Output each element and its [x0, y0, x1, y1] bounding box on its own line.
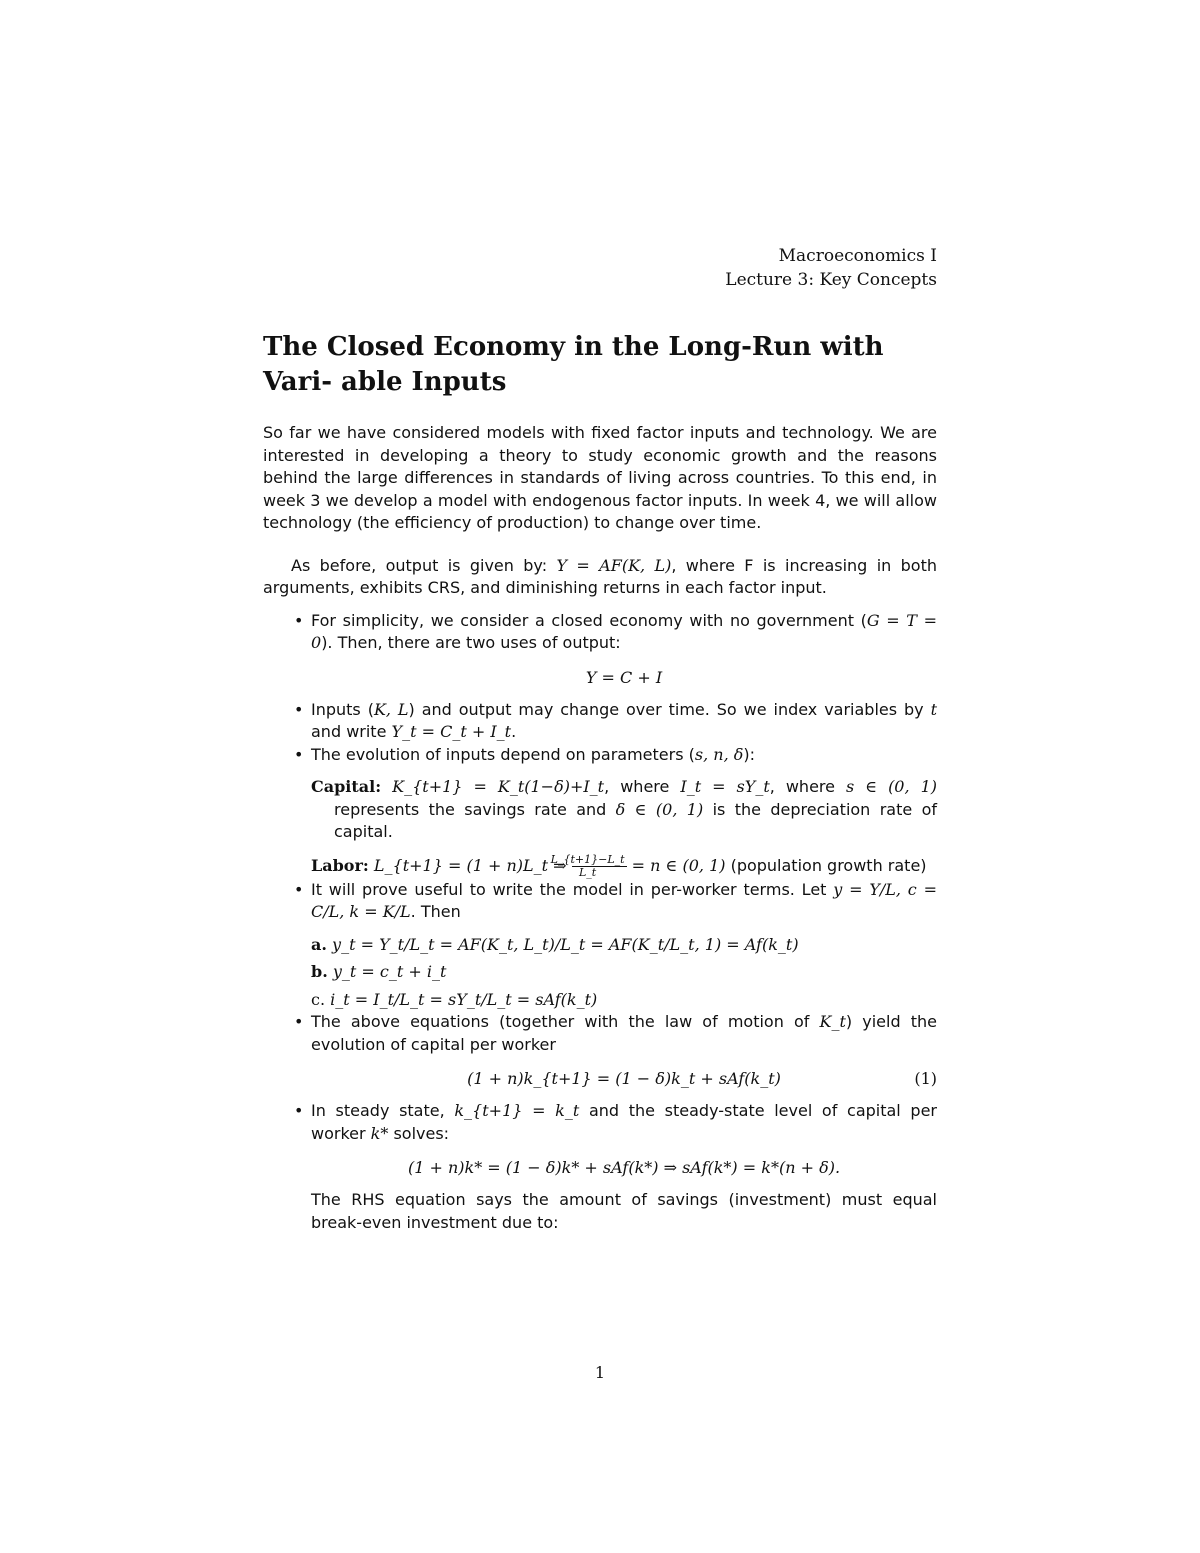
b6-math2: k*: [370, 1123, 389, 1143]
item-a-label: a.: [311, 934, 327, 954]
capital-math1: K_{t+1} = K_t(1−δ)+I_t: [392, 777, 605, 796]
course-header: [263, 244, 937, 292]
b6-math1: k_{t+1} = k_t: [454, 1101, 580, 1120]
closing-paragraph: The RHS equation says the amount of savings (investment) must equal break-even investment due to:: [311, 1190, 937, 1232]
page-title: The Closed Economy in the Long-Run with Vari- able Inputs: [263, 332, 884, 397]
b4-text1: It will prove useful to write the model in per-worker terms. Let: [311, 879, 834, 899]
b3-math: s, n, δ: [694, 744, 744, 764]
capital-text2: , where: [769, 777, 846, 796]
production-text-before: As before, output is given by:: [291, 555, 557, 575]
bullet-icon: •: [294, 610, 304, 630]
labor-frac-den: L_t: [579, 865, 597, 879]
capital-label: Capital:: [311, 777, 382, 796]
labor-frac-num: L_{t+1}−L_t: [550, 852, 625, 866]
b1-text1: For simplicity, we consider a closed economy with no government (: [311, 610, 867, 630]
labor-label: Labor:: [311, 855, 369, 875]
item-b: [311, 961, 937, 984]
bullet-list: [263, 610, 937, 1235]
capital-math4: δ ∈ (0, 1): [615, 799, 704, 819]
labor-math1: L_{t+1} = (1 + n)L_t ⇒: [373, 855, 567, 875]
b1-math: G = T = 0: [311, 610, 937, 652]
item-c-label: c.: [311, 989, 326, 1009]
labor-math2: = n ∈ (0, 1): [631, 855, 726, 875]
bullet-evolution: [263, 744, 937, 879]
bullet-time-index: • Inputs (K, L) and output may change over time. So we index variables by t and write Y_t = C_t + I_t.: [294, 699, 938, 741]
b3-text2: ):: [743, 744, 756, 764]
page-number: 1: [594, 1363, 606, 1382]
bullet-icon: •: [294, 1012, 304, 1031]
item-b-label: b.: [311, 962, 328, 981]
b2-text2: ) and output may change over time. So we index variables by: [408, 699, 931, 719]
labor-fraction: [550, 852, 627, 879]
production-text-after: , where F is increasing in both arguments, exhibits CRS, and diminishing returns in each factor input.: [263, 555, 937, 597]
b1-text2: ). Then, there are two uses of output:: [321, 633, 621, 652]
b5-math: K_t: [819, 1012, 846, 1031]
b5-text1: The above equations (together with the law of motion of: [311, 1012, 820, 1031]
b6-text1: In steady state,: [311, 1101, 455, 1120]
bullet-per-worker: [263, 879, 937, 1012]
bullet-steady-state: [263, 1100, 937, 1234]
labor-text: (population growth rate): [725, 855, 927, 875]
item-a: [311, 934, 937, 957]
b6-text3: solves:: [388, 1123, 450, 1143]
b5-text2: ) yield the evolution of capital per worker: [311, 1012, 938, 1054]
bullet-closed-economy: [263, 610, 937, 689]
bullet-icon: •: [294, 1101, 304, 1120]
capital-definition: [311, 776, 937, 844]
capital-text4: is the depreciation rate of capital.: [334, 799, 937, 841]
b2-math2: t: [930, 699, 938, 719]
steady-state-equation: (1 + n)k* = (1 − δ)k* + sAf(k*) ⇒ sAf(k*) = k*(n + δ).: [407, 1158, 841, 1177]
b6-text2: and the steady-state level of capital per worker: [311, 1101, 937, 1143]
capital-math2: I_t = sY_t: [680, 777, 770, 796]
bullet-icon: •: [294, 744, 304, 764]
item-a-math: y_t = Y_t/L_t = AF(K_t, L_t)/L_t = AF(K_t/L_t, 1) = Af(k_t): [332, 934, 799, 954]
b4-text2: . Then: [410, 902, 461, 921]
b2-math1: K, L: [373, 699, 409, 719]
item-b-math: y_t = c_t + i_t: [332, 962, 447, 981]
bullet-icon: •: [294, 879, 304, 899]
bullet-icon: •: [294, 699, 304, 719]
b3-text1: The evolution of inputs depend on parameters (: [311, 744, 695, 764]
equation-1-number: (1): [914, 1069, 937, 1088]
lecture-title: Lecture 3: Key Concepts: [725, 270, 937, 290]
per-worker-list: [311, 934, 937, 1012]
document-page: [263, 244, 937, 1234]
bullet-law-of-motion: [263, 1011, 937, 1090]
output-equation: Y = C + I: [585, 667, 663, 687]
capital-text3: represents the savings rate and: [334, 799, 616, 819]
course-name: Macroeconomics I: [778, 246, 937, 266]
equation-1-body: (1 + n)k_{t+1} = (1 − δ)k_t + sAf(k_t): [467, 1069, 781, 1088]
b4-math: y = Y/L, c = C/L, k = K/L: [311, 879, 937, 921]
b2-math3: Y_t = C_t + I_t: [391, 722, 512, 741]
equation-1: [311, 1068, 937, 1090]
item-c-math: i_t = I_t/L_t = sY_t/L_t = sAf(k_t): [330, 989, 598, 1009]
capital-math3: s ∈ (0, 1): [846, 777, 938, 796]
intro-paragraph: So far we have considered models with fixed factor inputs and technology. We are interested in developing a theory to study economic growth and the reasons behind the large differences in standards of living across countries. To this end, in week 3 we develop a model with endogenous factor inputs. In week 4, we will allow technology (the efficiency of production) to change over time.: [263, 423, 937, 532]
production-paragraph: [263, 555, 937, 600]
capital-text1: , where: [604, 777, 681, 796]
labor-definition: [311, 854, 937, 879]
item-c: [311, 989, 937, 1012]
b2-text1: Inputs (: [311, 699, 374, 719]
production-formula: Y = AF(K, L): [556, 555, 672, 575]
b2-text3: and write: [311, 722, 392, 741]
